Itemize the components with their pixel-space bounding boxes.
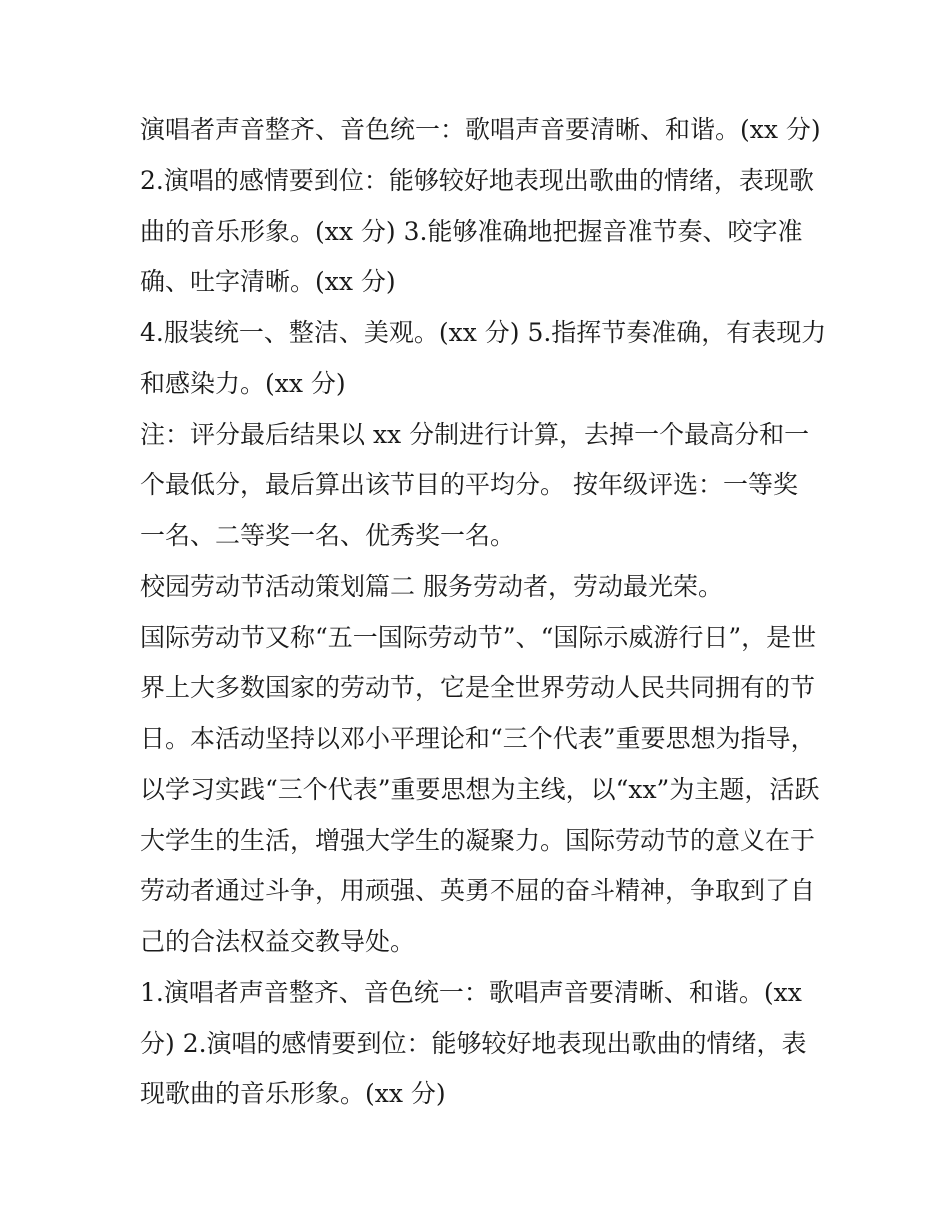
text-line: 演唱者声音整齐、音色统一：歌唱声音要清晰、和谐。(xx 分): [140, 115, 821, 144]
section-heading: 校园劳动节活动策划篇二 服务劳动者，劳动最光荣。: [140, 571, 723, 601]
text-line: 和感染力。(xx 分): [140, 368, 346, 398]
text-line: 1.演唱者声音整齐、音色统一：歌唱声音要清晰、和谐。(xx: [140, 977, 802, 1007]
text-line: 己的合法权益交教导处。: [140, 927, 416, 956]
text-line: 分) 2.演唱的感情要到位：能够较好地表现出歌曲的情绪，表: [140, 1028, 807, 1058]
text-line: 4.服装统一、整洁、美观。(xx 分) 5.指挥节奏准确，有表现力: [140, 318, 827, 347]
text-line: 个最低分，最后算出该节目的平均分。 按年级评选：一等奖: [140, 470, 798, 500]
text-line: 确、吐字清晰。(xx 分): [140, 267, 396, 297]
text-line: 界上大多数国家的劳动节，它是全世界劳动人民共同拥有的节: [140, 673, 816, 703]
text-line: 劳动者通过斗争，用顽强、英勇不屈的奋斗精神，争取到了自: [140, 876, 816, 906]
document-page: [140, 105, 830, 1120]
text-line: 曲的音乐形象。(xx 分) 3.能够准确地把握音准节奏、咬字准: [140, 216, 803, 246]
text-line: 注：评分最后结果以 xx 分制进行计算，去掉一个最高分和一: [140, 419, 810, 449]
text-line: 日。本活动坚持以邓小平理论和“三个代表”重要思想为指导，: [140, 724, 816, 753]
text-line: 国际劳动节又称“五一国际劳动节”、“国际示威游行日”，是世: [140, 622, 817, 652]
text-line: 现歌曲的音乐形象。(xx 分): [140, 1079, 446, 1109]
text-line: 以学习实践“三个代表”重要思想为主线，以“xx”为主题，活跃: [140, 774, 820, 804]
text-line: 一名、二等奖一名、优秀奖一名。: [140, 521, 516, 550]
text-line: 2.演唱的感情要到位：能够较好地表现出歌曲的情绪，表现歌: [140, 165, 814, 195]
text-line: 大学生的生活，增强大学生的凝聚力。国际劳动节的意义在于: [140, 825, 816, 855]
